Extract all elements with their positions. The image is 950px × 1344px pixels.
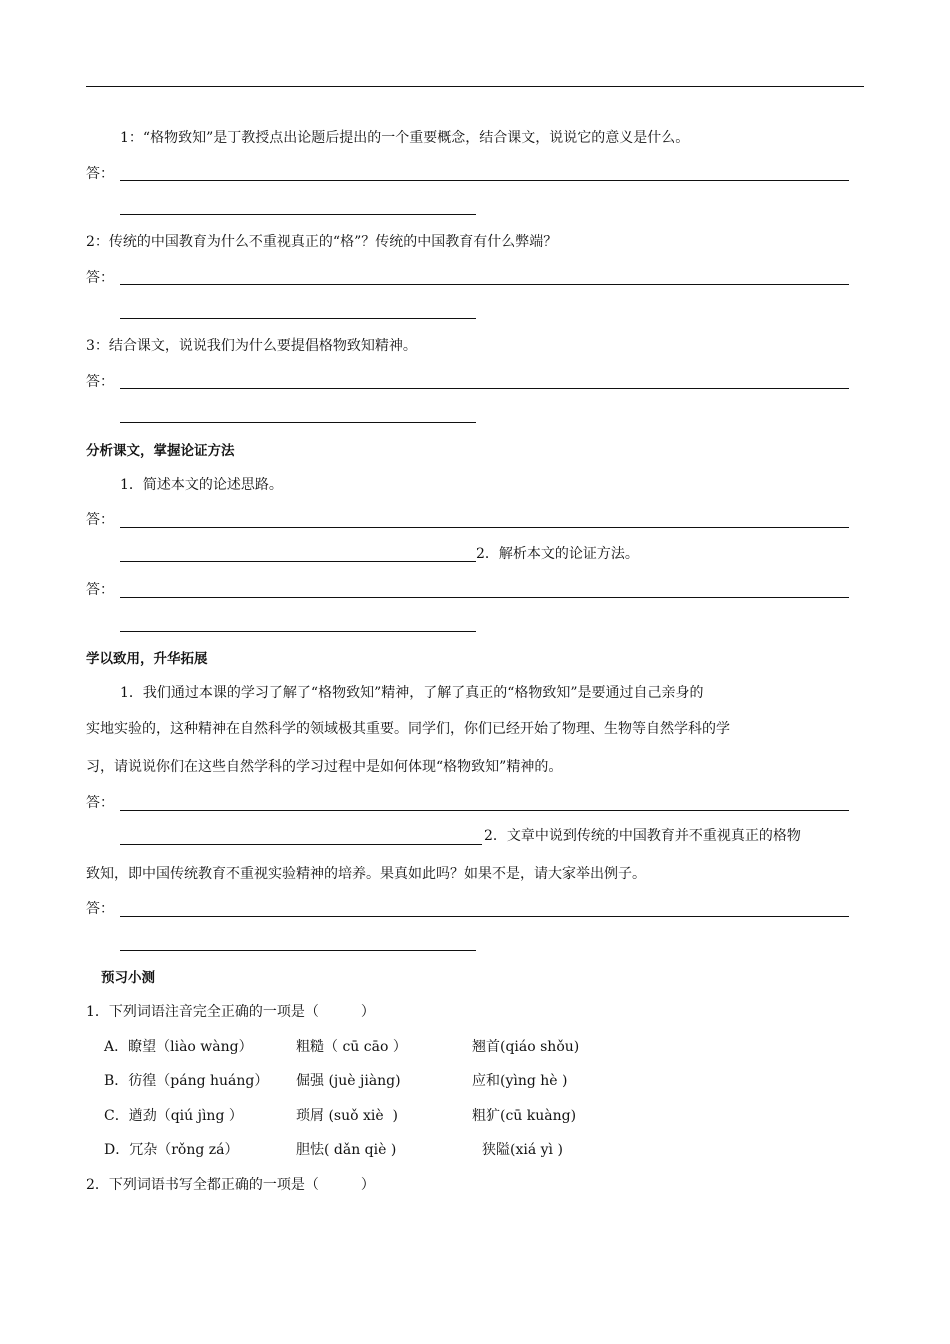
answer-label: 答： bbox=[86, 374, 114, 390]
quiz-question-2: 2．下列词语书写全都正确的一项是（ ） bbox=[86, 1177, 375, 1193]
section2-question-1-line2: 实地实验的，这种精神在自然科学的领域极其重要。同学们，你们已经开始了物理、生物等自然学科的学 bbox=[86, 721, 730, 737]
section2-question-1-line1: 1．我们通过本课的学习了解了“格物致知”精神，了解了真正的“格物致知”是要通过自己亲身的 bbox=[120, 685, 704, 701]
section2-question-2-line1: 2．文章中说到传统的中国教育并不重视真正的格物 bbox=[484, 828, 801, 844]
answer-label: 答： bbox=[86, 795, 114, 811]
quiz-question-1: 1．下列词语注音完全正确的一项是（ ） bbox=[86, 1004, 375, 1020]
section1-question-1: 1．简述本文的论述思路。 bbox=[120, 477, 283, 493]
answer-label: 答： bbox=[86, 901, 114, 917]
option-a-word2: 粗糙（ cū cāo ） bbox=[296, 1039, 407, 1055]
answer-line[interactable] bbox=[120, 284, 849, 285]
option-d-word2: 胆怯( dǎn qiè ) bbox=[296, 1142, 397, 1158]
option-b-word1[interactable]: B．彷徨（páng huáng） bbox=[104, 1073, 269, 1089]
answer-line[interactable] bbox=[120, 561, 476, 562]
answer-line[interactable] bbox=[120, 422, 476, 423]
answer-line[interactable] bbox=[120, 810, 849, 811]
answer-line[interactable] bbox=[120, 388, 849, 389]
option-c-word2: 琐屑 (suǒ xiè ) bbox=[296, 1108, 399, 1124]
section2-question-1-line3: 习，请说说你们在这些自然学科的学习过程中是如何体现“格物致知”精神的。 bbox=[86, 759, 563, 775]
option-d-word3: 狭隘(xiá yì ) bbox=[482, 1142, 563, 1158]
answer-label: 答： bbox=[86, 582, 114, 598]
option-a-word1[interactable]: A．瞭望（liào wàng） bbox=[104, 1039, 253, 1055]
answer-label: 答： bbox=[86, 512, 114, 528]
answer-label: 答： bbox=[86, 270, 114, 286]
section2-question-2-line2: 致知，即中国传统教育不重视实验精神的培养。果真如此吗？如果不是，请大家举出例子。 bbox=[86, 866, 646, 882]
question-3: 3：结合课文，说说我们为什么要提倡格物致知精神。 bbox=[86, 338, 417, 354]
option-b-word2: 倔强 (juè jiàng) bbox=[296, 1073, 401, 1089]
answer-line[interactable] bbox=[120, 527, 849, 528]
section1-question-2: 2．解析本文的论证方法。 bbox=[476, 546, 639, 562]
option-a-word3: 翘首(qiáo shǒu) bbox=[472, 1039, 580, 1055]
header-rule bbox=[86, 86, 864, 87]
option-d-word1[interactable]: D．冗杂（rǒng zá） bbox=[104, 1142, 239, 1158]
answer-line[interactable] bbox=[120, 214, 476, 215]
option-c-word1[interactable]: C．遒劲（qiú jìng ） bbox=[104, 1108, 243, 1124]
option-b-word3: 应和(yìng hè ) bbox=[472, 1073, 568, 1089]
section-heading-extension: 学以致用，升华拓展 bbox=[86, 651, 208, 667]
question-2: 2：传统的中国教育为什么不重视真正的“格”？传统的中国教育有什么弊端？ bbox=[86, 234, 558, 250]
section-heading-preview-quiz: 预习小测 bbox=[101, 970, 155, 986]
answer-label: 答： bbox=[86, 166, 114, 182]
option-c-word3: 粗犷(cū kuàng) bbox=[472, 1108, 577, 1124]
answer-line[interactable] bbox=[120, 318, 476, 319]
question-1: 1：“格物致知”是丁教授点出论题后提出的一个重要概念，结合课文，说说它的意义是什么。 bbox=[120, 130, 690, 146]
answer-line[interactable] bbox=[120, 180, 849, 181]
answer-line[interactable] bbox=[120, 916, 849, 917]
answer-line[interactable] bbox=[120, 950, 476, 951]
answer-line[interactable] bbox=[120, 597, 849, 598]
answer-line[interactable] bbox=[120, 631, 476, 632]
section-heading-analysis: 分析课文，掌握论证方法 bbox=[86, 443, 235, 459]
answer-line[interactable] bbox=[120, 844, 482, 845]
